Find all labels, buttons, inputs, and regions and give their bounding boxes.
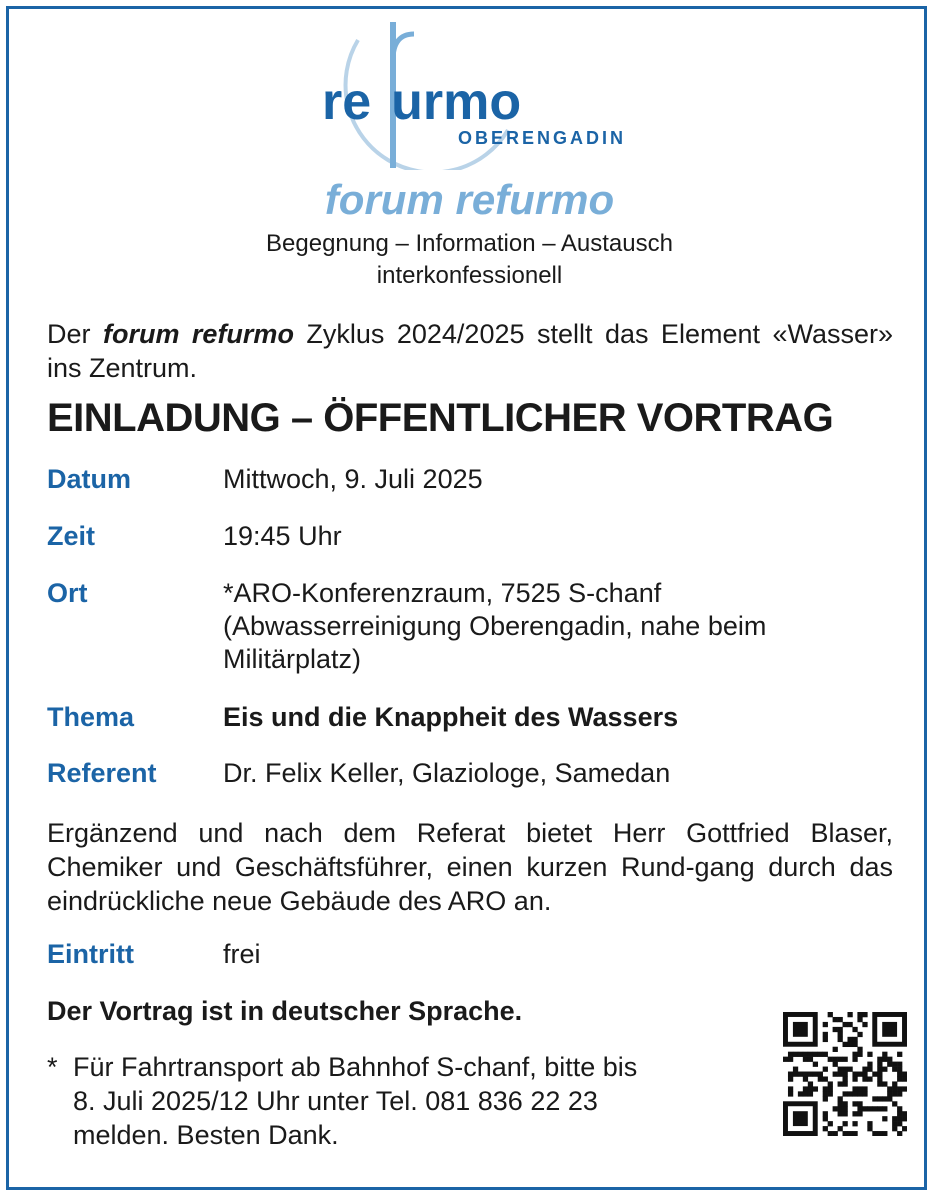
referent-label: Referent: [47, 758, 157, 788]
referent-value: Dr. Felix Keller, Glaziologe, Samedan: [223, 758, 671, 788]
zeit-value: 19:45 Uhr: [223, 521, 342, 551]
logo-wordmark: re urmo: [322, 73, 522, 131]
eintritt-label: Eintritt: [47, 939, 134, 969]
headline: EINLADUNG – ÖFFENTLICHER VORTRAG: [47, 396, 834, 440]
tagline: Begegnung – Information – Austausch: [266, 230, 673, 257]
language-note: Der Vortrag ist in deutscher Sprache.: [47, 996, 523, 1026]
intro-emphasis: forum refurmo: [102, 319, 294, 349]
ort-value: [223, 577, 903, 676]
tagline-sub: interkonfessionell: [376, 262, 563, 289]
footnote-line: Für Fahrtransport ab Bahnhof S-chanf, bitte bis: [73, 1052, 638, 1082]
qr-code-icon[interactable]: [783, 1012, 907, 1136]
thema-label: Thema: [47, 702, 135, 732]
tour-paragraph: Ergänzend und nach dem Referat bietet Herr Gottfried Blaser, Chemiker und Geschäftsführer, einen kurzen Rund-gang durch das eindrückliche neue Gebäude des ARO an.: [47, 818, 893, 916]
ort-line: Militärplatz): [223, 644, 362, 674]
footnote-line: melden. Besten Dank.: [73, 1120, 339, 1150]
datum-label: Datum: [47, 464, 132, 494]
ort-line: *ARO-Konferenzraum, 7525 S-chanf: [223, 578, 662, 608]
qr-code-graphic: [783, 1012, 907, 1136]
forum-title: forum refurmo: [324, 176, 615, 223]
ort-label: Ort: [47, 578, 88, 608]
datum-value: Mittwoch, 9. Juli 2025: [223, 464, 483, 494]
ort-line: (Abwasserreinigung Oberengadin, nahe beim: [223, 611, 767, 641]
footnote-line: 8. Juli 2025/12 Uhr unter Tel. 081 836 22 23: [73, 1086, 598, 1116]
footnote-marker: *: [47, 1052, 58, 1082]
footnote-text: [73, 1050, 753, 1152]
zeit-label: Zeit: [47, 521, 96, 551]
thema-value: Eis und die Knappheit des Wassers: [223, 702, 679, 732]
eintritt-value: frei: [223, 939, 261, 969]
refurmo-logo: [318, 20, 628, 170]
logo-subtitle: OBERENGADIN: [458, 128, 627, 148]
intro-text: Der forum refurmo Zyklus 2024/2025 stellt das Element «Wasser» ins Zentrum.: [47, 319, 893, 383]
